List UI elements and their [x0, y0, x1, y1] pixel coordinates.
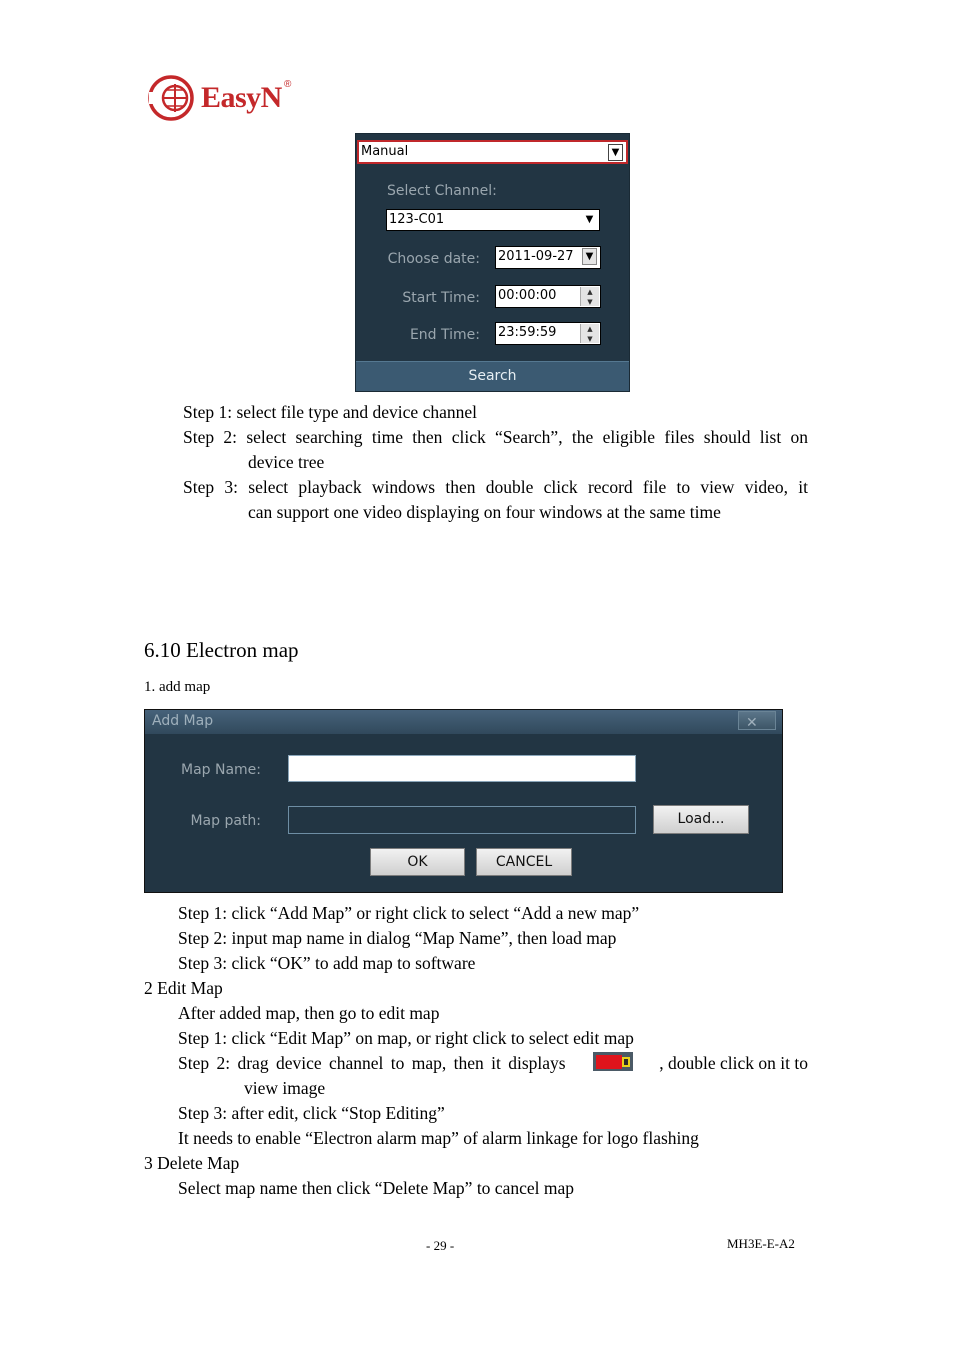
playback-search-panel [355, 133, 630, 392]
map-path-label: Map path: [190, 813, 261, 829]
map-name-input[interactable] [288, 755, 636, 782]
document-id: MH3E-E-A2 [727, 1236, 795, 1251]
add-map-step-2: Step 2: input map name in dialog “Map Name”, then load map [178, 928, 617, 948]
end-time-value: 23:59:59 [498, 325, 557, 340]
ok-button[interactable]: OK [370, 848, 465, 876]
playback-step-1: Step 1: select file type and device channel [183, 402, 477, 422]
cancel-button[interactable]: CANCEL [476, 848, 572, 876]
channel-value: 123-C01 [389, 212, 445, 227]
add-map-step-3: Step 3: click “OK” to add map to software [178, 953, 476, 973]
map-name-label: Map Name: [180, 762, 261, 778]
spinner-arrows-icon[interactable]: ▲ ▼ [580, 287, 599, 306]
edit-map-heading: 2 Edit Map [144, 978, 223, 998]
start-time-spinner[interactable] [495, 285, 601, 308]
edit-map-intro: After added map, then go to edit map [178, 1003, 440, 1023]
close-icon: ✕ [746, 715, 758, 731]
load-button[interactable]: Load... [653, 805, 749, 834]
edit-map-step-3: Step 3: after edit, click “Stop Editing” [178, 1103, 445, 1123]
search-button[interactable]: Search [356, 361, 629, 391]
edit-map-step-2-text: Step 2: drag device channel to map, then it displays [178, 1053, 566, 1073]
playback-step-3-cont: can support one video displaying on four windows at the same time [248, 502, 721, 522]
date-value: 2011-09-27 [498, 249, 574, 264]
end-time-label: End Time: [409, 327, 480, 343]
channel-select[interactable] [386, 209, 600, 231]
playback-step-3: Step 3: select playback windows then double click record file to view video, it [183, 477, 808, 497]
end-time-spinner[interactable] [495, 322, 601, 345]
start-time-value: 00:00:00 [498, 288, 557, 303]
close-button[interactable] [738, 711, 776, 730]
file-type-select[interactable] [357, 140, 628, 164]
chevron-down-icon[interactable]: ▼ [582, 248, 597, 265]
page-number: - 29 - [426, 1238, 455, 1253]
add-map-dialog [144, 709, 783, 893]
dialog-title: Add Map [152, 713, 214, 729]
date-picker[interactable] [495, 246, 601, 269]
select-channel-label: Select Channel: [387, 183, 497, 199]
start-time-label: Start Time: [402, 290, 480, 306]
easyn-logo [147, 73, 307, 125]
playback-step-2-cont: device tree [248, 452, 325, 472]
spinner-arrows-icon[interactable]: ▲ ▼ [580, 324, 599, 343]
logo-text: EasyN [201, 81, 282, 114]
globe-logo-icon [147, 73, 197, 123]
edit-map-note: It needs to enable “Electron alarm map” of alarm linkage for logo flashing [178, 1128, 699, 1148]
add-map-step-1: Step 1: click “Add Map” or right click to select “Add a new map” [178, 903, 640, 923]
delete-map-text: Select map name then click “Delete Map” to cancel map [178, 1178, 574, 1198]
camera-marker-icon [593, 1051, 633, 1072]
choose-date-label: Choose date: [387, 251, 480, 267]
edit-map-step-2-end: , double click on it to [659, 1053, 808, 1073]
file-type-value: Manual [361, 144, 409, 159]
subheading-add-map: 1. add map [144, 679, 211, 695]
chevron-down-icon[interactable]: ▼ [585, 214, 594, 225]
dialog-titlebar [145, 710, 782, 734]
section-heading: 6.10 Electron map [144, 638, 299, 662]
registered-mark: ® [284, 79, 292, 90]
map-path-input[interactable] [288, 806, 636, 834]
edit-map-step-2-cont: view image [244, 1078, 326, 1098]
chevron-down-icon[interactable]: ▼ [608, 144, 623, 161]
edit-map-step-1: Step 1: click “Edit Map” on map, or right click to select edit map [178, 1028, 634, 1048]
playback-step-2: Step 2: select searching time then click “Search”, the eligible files should list on [183, 427, 808, 447]
delete-map-heading: 3 Delete Map [144, 1153, 240, 1173]
